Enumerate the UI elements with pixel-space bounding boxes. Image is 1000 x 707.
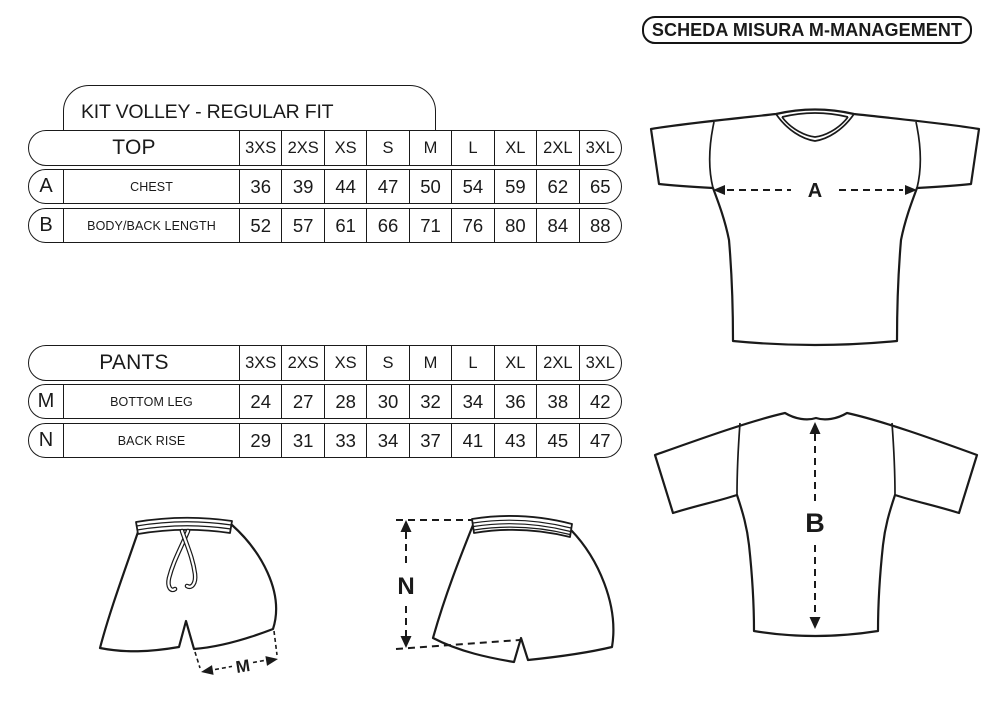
pants-size-table — [28, 345, 622, 460]
value-cell: 28 — [324, 385, 366, 418]
value-cell: 80 — [494, 209, 536, 242]
value-cell: 66 — [366, 209, 408, 242]
row-letter-badge: M — [37, 390, 55, 412]
size-col-header: XL — [494, 346, 536, 380]
value-cell: 52 — [239, 209, 281, 242]
size-col-header: XS — [324, 131, 366, 165]
table-row-chest — [28, 169, 622, 204]
value-cell: 62 — [536, 170, 578, 203]
size-col-header: S — [366, 346, 408, 380]
value-cell: 29 — [239, 424, 281, 457]
value-cell: 42 — [579, 385, 621, 418]
bottom-leg-measure-arrow — [215, 666, 232, 669]
sheet-title: SCHEDA MISURA M-MANAGEMENT — [651, 19, 963, 40]
size-col-header: XS — [324, 346, 366, 380]
value-cell: 24 — [239, 385, 281, 418]
value-cell: 59 — [494, 170, 536, 203]
value-cell: 88 — [579, 209, 621, 242]
row-label: BACK RISE — [63, 424, 239, 457]
value-cell: 32 — [409, 385, 451, 418]
value-cell: 76 — [451, 209, 493, 242]
size-col-header: M — [409, 346, 451, 380]
row-letter-badge: N — [38, 429, 54, 451]
value-cell: 39 — [281, 170, 323, 203]
size-col-header: 3XS — [239, 131, 281, 165]
arrowhead-left-icon — [201, 665, 214, 675]
measure-label-n: N — [397, 573, 415, 600]
size-col-header: L — [451, 131, 493, 165]
value-cell: 50 — [409, 170, 451, 203]
value-cell: 71 — [409, 209, 451, 242]
value-cell: 54 — [451, 170, 493, 203]
size-col-header: L — [451, 346, 493, 380]
bottom-leg-measure-arrow — [253, 661, 264, 663]
kit-volley-tab — [63, 85, 436, 133]
table-row-bottom-leg — [28, 384, 622, 419]
value-cell: 45 — [536, 424, 578, 457]
value-cell: 61 — [324, 209, 366, 242]
row-label: BODY/BACK LENGTH — [63, 209, 239, 242]
value-cell: 44 — [324, 170, 366, 203]
kit-volley-tab-label: KIT VOLLEY - REGULAR FIT — [81, 100, 334, 123]
row-label: BOTTOM LEG — [63, 385, 239, 418]
row-letter-badge: B — [39, 214, 53, 236]
value-cell: 38 — [536, 385, 578, 418]
top-table-header-row — [28, 130, 622, 166]
shirt-front-body — [651, 110, 979, 346]
pants-group-label: PANTS — [99, 351, 169, 374]
value-cell: 34 — [451, 385, 493, 418]
value-cell: 31 — [281, 424, 323, 457]
arrowhead-down-icon — [401, 636, 412, 648]
shirt-front-diagram — [645, 100, 990, 352]
measure-label-a: A — [807, 180, 823, 202]
table-row-back-rise — [28, 423, 622, 458]
measure-label-m: M — [234, 656, 252, 677]
row-label: CHEST — [63, 170, 239, 203]
row-letter-badge: A — [39, 175, 53, 197]
arrowhead-up-icon — [401, 520, 412, 532]
shirt-back-diagram — [645, 405, 1000, 655]
value-cell: 43 — [494, 424, 536, 457]
shorts-front-diagram — [95, 512, 290, 684]
shorts-back-body — [433, 525, 613, 662]
value-cell: 84 — [536, 209, 578, 242]
size-col-header: XL — [494, 131, 536, 165]
value-cell: 65 — [579, 170, 621, 203]
size-col-header: 3XS — [239, 346, 281, 380]
top-group-label: TOP — [112, 136, 156, 159]
size-col-header: 2XL — [536, 131, 578, 165]
size-col-header: 3XL — [579, 131, 621, 165]
value-cell: 33 — [324, 424, 366, 457]
size-col-header: M — [409, 131, 451, 165]
leader-line — [195, 652, 200, 668]
measure-label-b: B — [805, 508, 825, 538]
value-cell: 27 — [281, 385, 323, 418]
value-cell: 34 — [366, 424, 408, 457]
size-col-header: 2XL — [536, 346, 578, 380]
value-cell: 57 — [281, 209, 323, 242]
shorts-back-diagram — [395, 510, 620, 680]
value-cell: 36 — [239, 170, 281, 203]
value-cell: 41 — [451, 424, 493, 457]
top-size-table — [28, 85, 622, 245]
value-cell: 37 — [409, 424, 451, 457]
size-col-header: 3XL — [579, 346, 621, 380]
size-col-header: 2XS — [281, 131, 323, 165]
value-cell: 30 — [366, 385, 408, 418]
arrowhead-right-icon — [265, 656, 278, 666]
sheet-title-box — [642, 16, 972, 44]
value-cell: 47 — [366, 170, 408, 203]
pants-table-header-row — [28, 345, 622, 381]
value-cell: 36 — [494, 385, 536, 418]
value-cell: 47 — [579, 424, 621, 457]
leader-line — [274, 631, 277, 655]
table-row-body-length — [28, 208, 622, 243]
size-col-header: S — [366, 131, 408, 165]
size-col-header: 2XS — [281, 346, 323, 380]
